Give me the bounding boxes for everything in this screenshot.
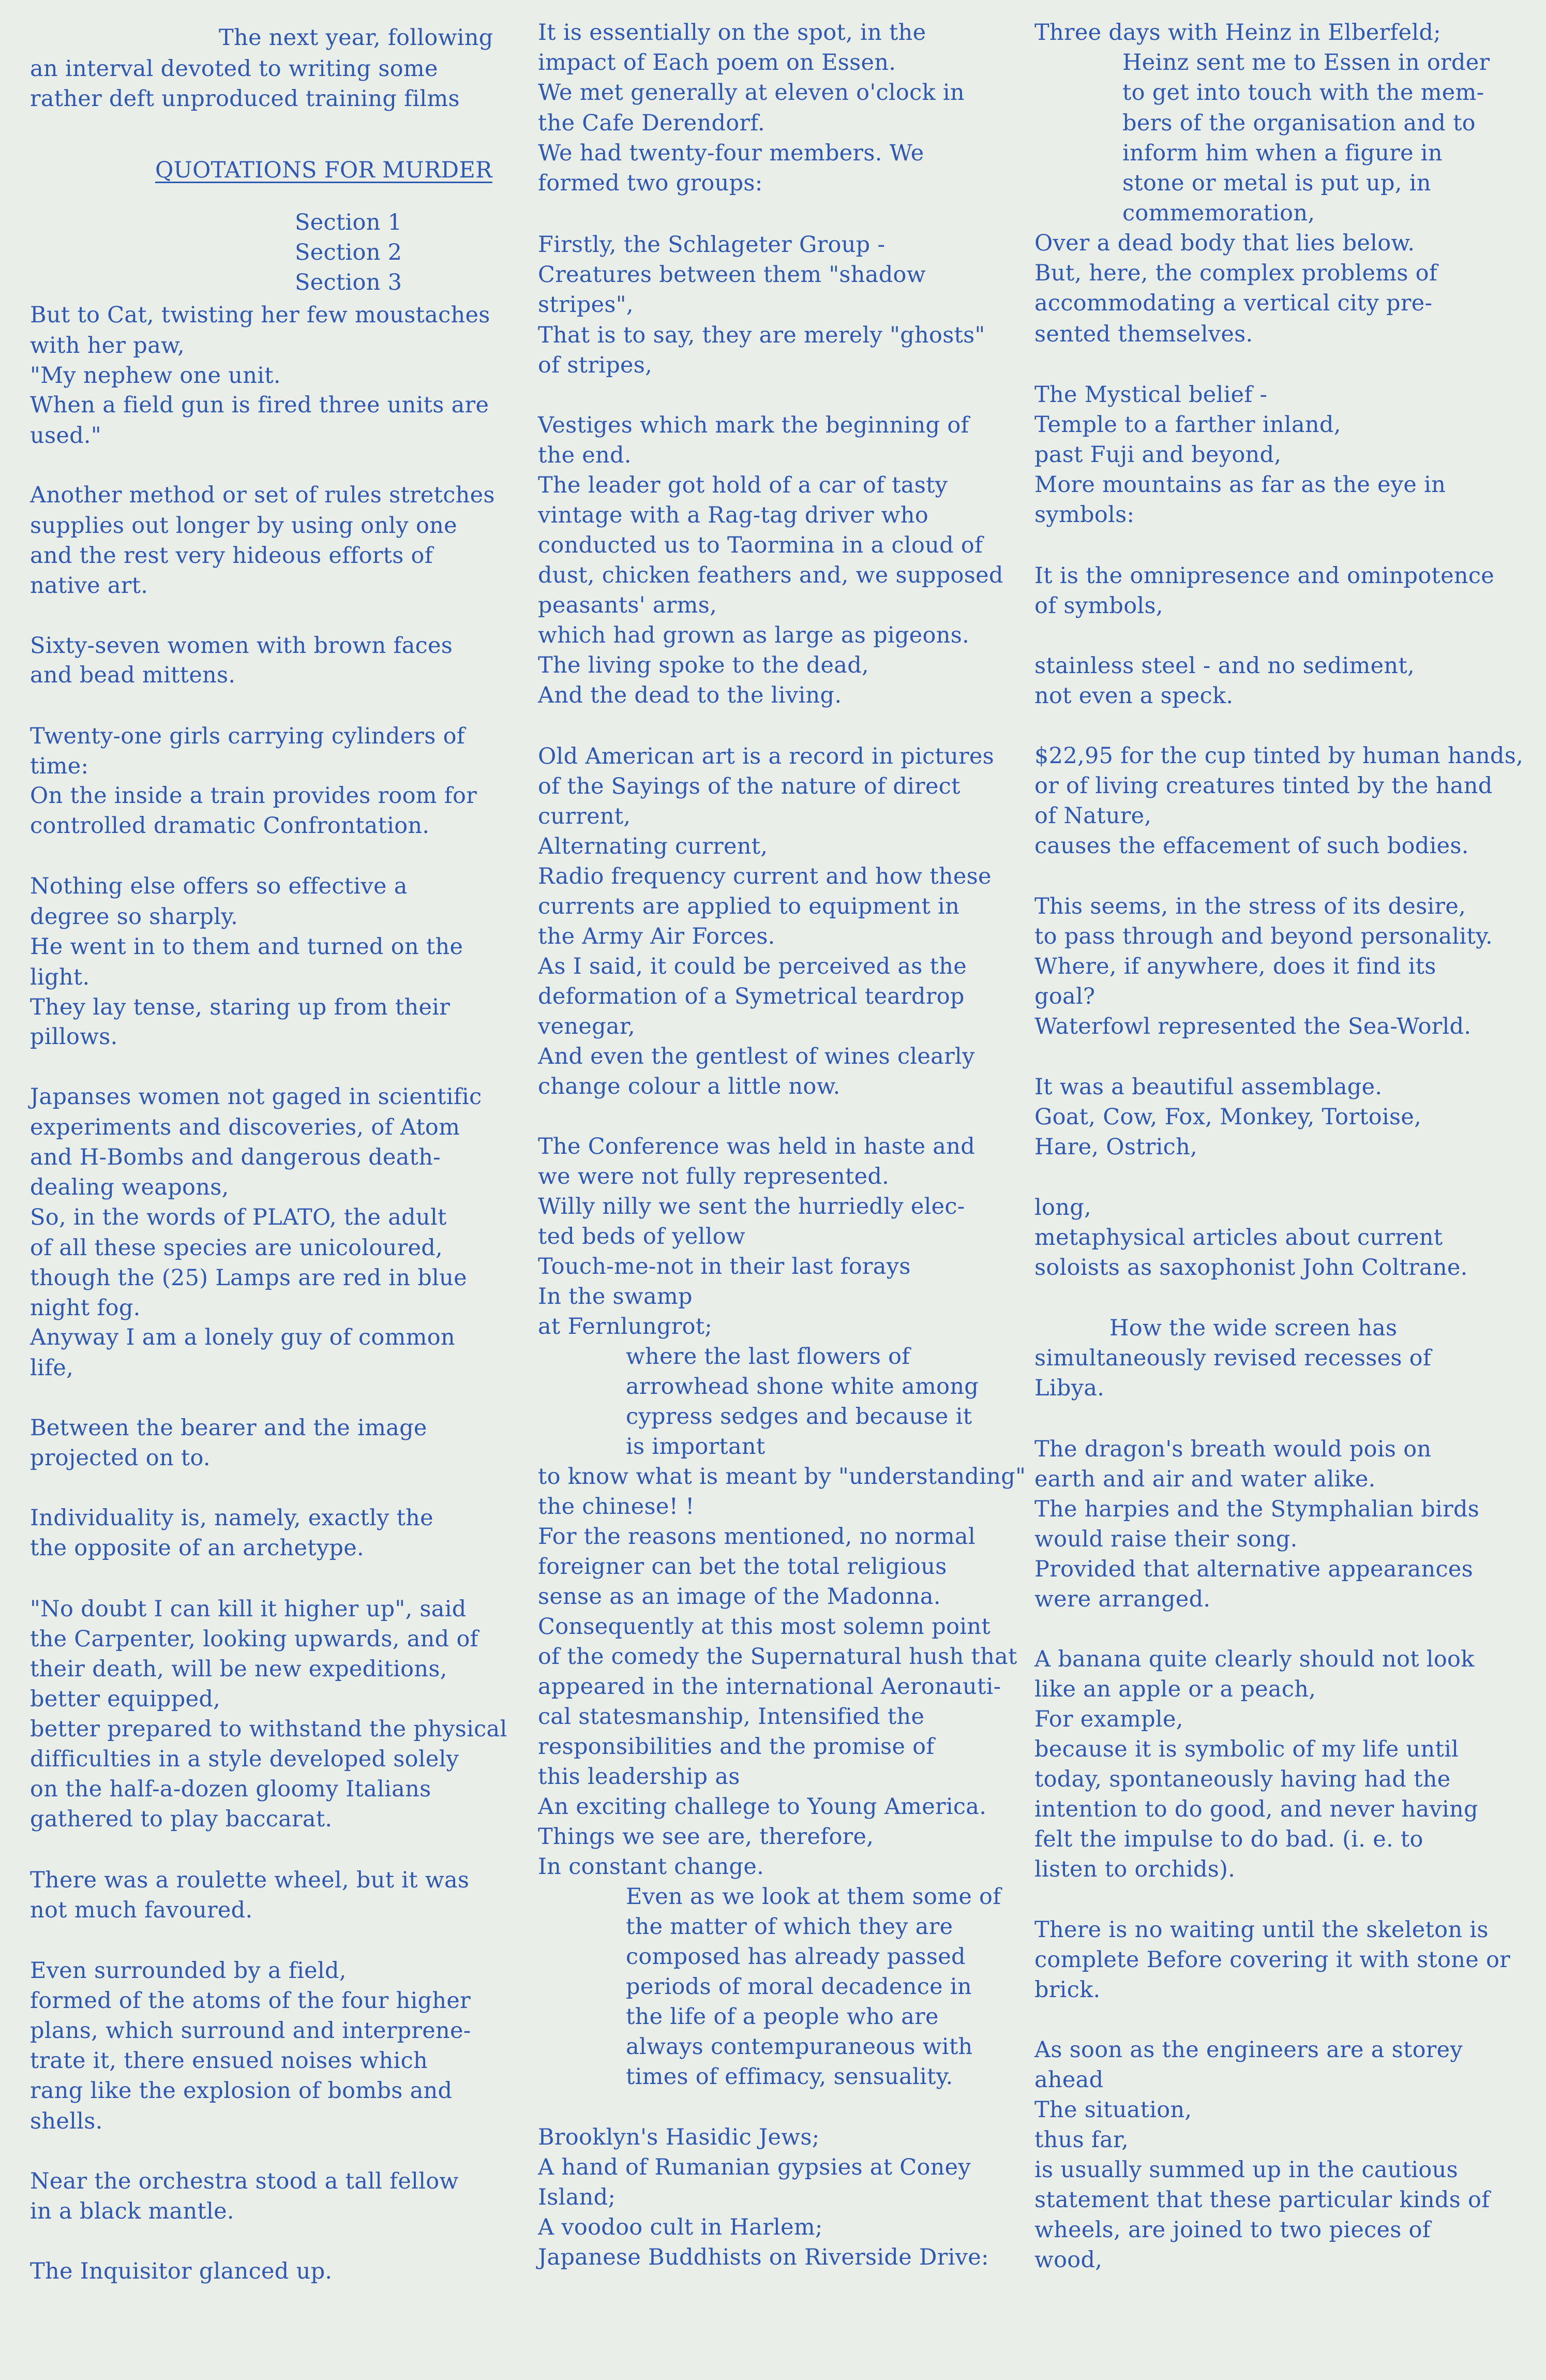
- text-line: which had grown as large as pigeons.: [538, 622, 970, 648]
- text-line: Three days with Heinz in Elberfeld;: [1034, 20, 1442, 46]
- text-line: arrowhead shone white among: [626, 1374, 979, 1400]
- text-line: More mountains as far as the eye in: [1034, 472, 1446, 498]
- text-line: He went in to them and turned on the: [30, 934, 463, 960]
- text-line: symbols:: [1034, 502, 1135, 528]
- text-line: The dragon's breath would pois on: [1034, 1436, 1432, 1462]
- text-line: degree so sharply.: [30, 904, 238, 930]
- text-line: How the wide screen has: [1109, 1315, 1398, 1341]
- text-line: were arranged.: [1034, 1586, 1211, 1612]
- text-line: Waterfowl represented the Sea-World.: [1034, 1014, 1472, 1039]
- text-line: Heinz sent me to Essen in order: [1122, 50, 1490, 76]
- text-line: better equipped,: [30, 1686, 221, 1712]
- text-line: of Nature,: [1034, 803, 1152, 829]
- text-line: times of effimacy, sensuality.: [626, 2064, 953, 2090]
- text-line: Vestiges which mark the beginning of: [538, 412, 969, 438]
- text-line: commemoration,: [1122, 200, 1315, 226]
- text-line: As I said, it could be perceived as the: [538, 954, 967, 979]
- text-line: As soon as the engineers are a storey: [1034, 2037, 1463, 2063]
- text-line: light.: [30, 964, 90, 990]
- text-line: Section 2: [295, 240, 402, 265]
- text-line: listen to orchids).: [1034, 1856, 1236, 1882]
- text-line: In constant change.: [538, 1854, 764, 1880]
- text-line: cal statesmanship, Intensified the: [538, 1704, 925, 1730]
- text-line: at Fernlungrot;: [538, 1314, 713, 1340]
- text-line: is important: [626, 1434, 766, 1460]
- text-line: change colour a little now.: [538, 1074, 840, 1099]
- text-line: periods of moral decadence in: [626, 1974, 972, 2000]
- text-line: of all these species are unicoloured,: [30, 1235, 443, 1261]
- text-line: metaphysical articles about current: [1034, 1225, 1443, 1251]
- text-line: The situation,: [1034, 2097, 1192, 2123]
- text-line: Consequently at this most solemn point: [538, 1614, 990, 1640]
- text-line: though the (25) Lamps are red in blue: [30, 1265, 467, 1291]
- text-line: formed two groups:: [538, 170, 763, 196]
- text-line: past Fuji and beyond,: [1034, 442, 1282, 468]
- text-line: life,: [30, 1355, 74, 1381]
- text-line: "My nephew one unit.: [30, 363, 281, 389]
- text-line: cypress sedges and because it: [626, 1404, 972, 1430]
- text-line: This seems, in the stress of its desire,: [1034, 894, 1466, 919]
- text-line: Willy nilly we sent the hurriedly elec-: [538, 1194, 965, 1219]
- text-line: Touch-me-not in their last forays: [538, 1254, 911, 1280]
- text-line: Radio frequency current and how these: [538, 864, 992, 889]
- text-line: peasants' arms,: [538, 592, 717, 618]
- section-heading: QUOTATIONS FOR MURDER: [155, 157, 492, 183]
- text-line: impact of Each poem on Essen.: [538, 50, 896, 76]
- text-line: controlled dramatic Confrontation.: [30, 813, 430, 839]
- text-line: It is essentially on the spot, in the: [538, 20, 926, 46]
- text-line: trate it, there ensued noises which: [30, 2048, 428, 2074]
- text-line: Another method or set of rules stretches: [30, 482, 495, 508]
- text-line: the end.: [538, 442, 632, 468]
- text-line: not even a speck.: [1034, 683, 1234, 709]
- text-line: always contempuraneous with: [626, 2034, 973, 2060]
- text-line: is usually summed up in the cautious: [1034, 2157, 1458, 2183]
- text-line: of stripes,: [538, 352, 653, 378]
- text-line: For the reasons mentioned, no normal: [538, 1524, 975, 1550]
- text-line: There was a roulette wheel, but it was: [30, 1867, 470, 1893]
- text-line: Hare, Ostrich,: [1034, 1134, 1198, 1160]
- text-line: not much favoured.: [30, 1897, 253, 1923]
- text-line: formed of the atoms of the four higher: [30, 1988, 471, 2014]
- text-line: The next year, following: [219, 25, 493, 51]
- text-line: long,: [1034, 1195, 1092, 1221]
- text-line: Near the orchestra stood a tall fellow: [30, 2168, 459, 2194]
- text-line: ahead: [1034, 2067, 1104, 2093]
- text-line: the opposite of an archetype.: [30, 1535, 364, 1561]
- text-line: In the swamp: [538, 1284, 693, 1310]
- text-line: Libya.: [1034, 1375, 1105, 1401]
- text-line: accommodating a vertical city pre-: [1034, 290, 1433, 316]
- text-line: shells.: [30, 2108, 103, 2134]
- text-line: wheels, are joined to two pieces of: [1034, 2217, 1431, 2243]
- text-line: appeared in the international Aeronauti-: [538, 1674, 1001, 1700]
- text-line: sented themselves.: [1034, 321, 1253, 347]
- text-line: their death, will be new expeditions,: [30, 1656, 447, 1682]
- text-line: And the dead to the living.: [538, 682, 842, 708]
- text-line: stripes",: [538, 292, 634, 318]
- text-line: currents are applied to equipment in: [538, 894, 960, 919]
- text-line: complete Before covering it with stone or: [1034, 1947, 1510, 1973]
- text-line: And even the gentlest of wines clearly: [538, 1044, 975, 1069]
- text-line: $22,95 for the cup tinted by human hands,: [1034, 743, 1524, 769]
- text-line: to pass through and beyond personality.: [1034, 924, 1493, 949]
- text-line: But, here, the complex problems of: [1034, 260, 1438, 286]
- text-line: Firstly, the Schlageter Group -: [538, 232, 885, 258]
- text-line: where the last flowers of: [626, 1344, 910, 1370]
- text-line: dust, chicken feathers and, we supposed: [538, 562, 1003, 588]
- text-line: the Cafe Derendorf.: [538, 110, 765, 136]
- text-line: the life of a people who are: [626, 2004, 939, 2030]
- text-line: Creatures between them "shadow: [538, 262, 926, 288]
- text-line: The Conference was held in haste and: [538, 1134, 975, 1159]
- text-line: ted beds of yellow: [538, 1224, 745, 1250]
- text-line: It was a beautiful assemblage.: [1034, 1074, 1383, 1100]
- text-line: supplies out longer by using only one: [30, 513, 457, 539]
- text-line: rang like the explosion of bombs and: [30, 2078, 453, 2104]
- text-line: to get into touch with the mem-: [1122, 80, 1484, 106]
- text-line: projected on to.: [30, 1445, 211, 1471]
- text-line: bers of the organisation and to: [1122, 110, 1476, 136]
- text-line: "No doubt I can kill it higher up", said: [30, 1596, 467, 1622]
- text-line: Old American art is a record in pictures: [538, 743, 995, 769]
- text-line: Japanese Buddhists on Riverside Drive:: [538, 2244, 989, 2270]
- text-line: felt the impulse to do bad. (i. e. to: [1034, 1826, 1423, 1852]
- text-line: an interval devoted to writing some: [30, 56, 438, 82]
- text-line: of the Sayings of the nature of direct: [538, 774, 960, 799]
- text-line: and the rest very hideous efforts of: [30, 543, 433, 569]
- text-line: plans, which surround and interprene-: [30, 2018, 471, 2044]
- text-line: Island;: [538, 2184, 616, 2210]
- text-line: causes the effacement of such bodies.: [1034, 833, 1469, 859]
- text-line: Brooklyn's Hasidic Jews;: [538, 2124, 820, 2150]
- text-line: Provided that alternative appearances: [1034, 1556, 1473, 1582]
- text-line: rather deft unproduced training films: [30, 86, 460, 112]
- text-line: conducted us to Taormina in a cloud of: [538, 532, 983, 558]
- text-line: of symbols,: [1034, 593, 1163, 619]
- text-line: Things we see are, therefore,: [538, 1824, 874, 1850]
- text-line: A hand of Rumanian gypsies at Coney: [538, 2154, 971, 2180]
- text-line: Even as we look at them some of: [626, 1884, 1001, 1910]
- text-line: like an apple or a peach,: [1034, 1676, 1316, 1702]
- text-line: better prepared to withstand the physical: [30, 1716, 507, 1742]
- text-line: in a black mantle.: [30, 2198, 234, 2224]
- text-line: responsibilities and the promise of: [538, 1734, 935, 1760]
- text-line: We had twenty-four members. We: [538, 140, 924, 166]
- text-line: Section 3: [295, 270, 402, 295]
- text-line: The harpies and the Stymphalian birds: [1034, 1496, 1480, 1522]
- text-line: Twenty-one girls carrying cylinders of: [30, 723, 466, 749]
- text-line: Individuality is, namely, exactly the: [30, 1505, 433, 1531]
- text-line: gathered to play baccarat.: [30, 1806, 333, 1832]
- text-line: Temple to a farther inland,: [1034, 412, 1341, 438]
- text-line: the Army Air Forces.: [538, 924, 775, 949]
- text-line: venegar,: [538, 1014, 635, 1039]
- text-line: The Mystical belief -: [1034, 382, 1268, 408]
- text-line: with her paw,: [30, 333, 185, 359]
- text-line: deformation of a Symetrical teardrop: [538, 984, 965, 1009]
- text-line: night fog.: [30, 1295, 141, 1321]
- text-line: The living spoke to the dead,: [538, 652, 869, 678]
- text-line: Between the bearer and the image: [30, 1415, 427, 1441]
- text-line: Over a dead body that lies below.: [1034, 230, 1415, 256]
- text-line: stainless steel - and no sediment,: [1034, 653, 1415, 679]
- text-line: A voodoo cult in Harlem;: [538, 2214, 823, 2240]
- text-line: sense as an image of the Madonna.: [538, 1584, 941, 1610]
- text-line: But to Cat, twisting her few moustaches: [30, 302, 490, 328]
- text-line: On the inside a train provides room for: [30, 783, 477, 809]
- text-line: Goat, Cow, Fox, Monkey, Tortoise,: [1034, 1104, 1422, 1130]
- text-line: this leadership as: [538, 1764, 740, 1790]
- text-line: simultaneously revised recesses of: [1034, 1345, 1432, 1371]
- text-line: used.": [30, 423, 101, 449]
- text-line: There is no waiting until the skeleton is: [1034, 1917, 1489, 1943]
- text-line: Sixty-seven women with brown faces: [30, 633, 453, 659]
- text-line: A banana quite clearly should not look: [1034, 1646, 1475, 1672]
- text-line: or of living creatures tinted by the hand: [1034, 773, 1493, 799]
- text-line: For example,: [1034, 1706, 1183, 1732]
- text-line: Even surrounded by a field,: [30, 1958, 347, 1984]
- text-line: Where, if anywhere, does it find its: [1034, 954, 1436, 979]
- text-line: the chinese! !: [538, 1494, 695, 1520]
- text-line: time:: [30, 753, 89, 779]
- text-line: earth and air and water alike.: [1034, 1466, 1376, 1492]
- text-line: inform him when a figure in: [1122, 140, 1443, 166]
- text-line: the Carpenter, looking upwards, and of: [30, 1626, 478, 1652]
- text-line: would raise their song.: [1034, 1526, 1298, 1552]
- text-line: We met generally at eleven o'clock in: [538, 80, 965, 106]
- text-line: Nothing else offers so effective a: [30, 873, 408, 899]
- text-line: on the half-a-dozen gloomy Italians: [30, 1776, 431, 1802]
- text-line: the matter of which they are: [626, 1914, 953, 1940]
- text-line: statement that these particular kinds of: [1034, 2187, 1490, 2213]
- text-line: dealing weapons,: [30, 1174, 229, 1200]
- text-line: intention to do good, and never having: [1034, 1796, 1478, 1822]
- text-line: Alternating current,: [538, 834, 768, 859]
- text-line: and H-Bombs and dangerous death-: [30, 1144, 441, 1170]
- text-line: of the comedy the Supernatural hush that: [538, 1644, 1017, 1670]
- text-line: stone or metal is put up, in: [1122, 170, 1431, 196]
- text-line: today, spontaneously having had the: [1034, 1766, 1451, 1792]
- text-line: to know what is meant by "understanding": [538, 1464, 1026, 1490]
- text-line: composed has already passed: [626, 1944, 966, 1970]
- text-line: So, in the words of PLATO, the adult: [30, 1204, 447, 1230]
- text-line: Section 1: [295, 210, 402, 235]
- text-line: Japanses women not gaged in scientific: [30, 1084, 482, 1110]
- text-line: current,: [538, 804, 631, 829]
- text-line: thus far,: [1034, 2127, 1129, 2153]
- text-line: goal?: [1034, 984, 1095, 1009]
- text-line: An exciting challege to Young America.: [538, 1794, 987, 1820]
- text-line: difficulties in a style developed solely: [30, 1746, 459, 1772]
- text-line: They lay tense, staring up from their: [30, 994, 451, 1020]
- text-line: The leader got hold of a car of tasty: [538, 472, 948, 498]
- text-line: When a field gun is fired three units are: [30, 392, 489, 418]
- text-line: Anyway I am a lonely guy of common: [30, 1325, 455, 1350]
- text-line: because it is symbolic of my life until: [1034, 1736, 1459, 1762]
- text-line: brick.: [1034, 1977, 1101, 2003]
- text-line: experiments and discoveries, of Atom: [30, 1114, 460, 1140]
- text-line: foreigner can bet the total religious: [538, 1554, 947, 1580]
- text-line: soloists as saxophonist John Coltrane.: [1034, 1255, 1468, 1281]
- text-line: wood,: [1034, 2247, 1103, 2273]
- text-line: pillows.: [30, 1024, 118, 1050]
- text-line: we were not fully represented.: [538, 1164, 890, 1189]
- text-line: native art.: [30, 573, 148, 599]
- text-line: That is to say, they are merely "ghosts": [538, 322, 985, 348]
- text-line: The Inquisitor glanced up.: [30, 2258, 333, 2284]
- text-line: vintage with a Rag-tag driver who: [538, 502, 929, 528]
- text-line: and bead mittens.: [30, 662, 236, 688]
- text-line: It is the omnipresence and ominpotence: [1034, 563, 1494, 589]
